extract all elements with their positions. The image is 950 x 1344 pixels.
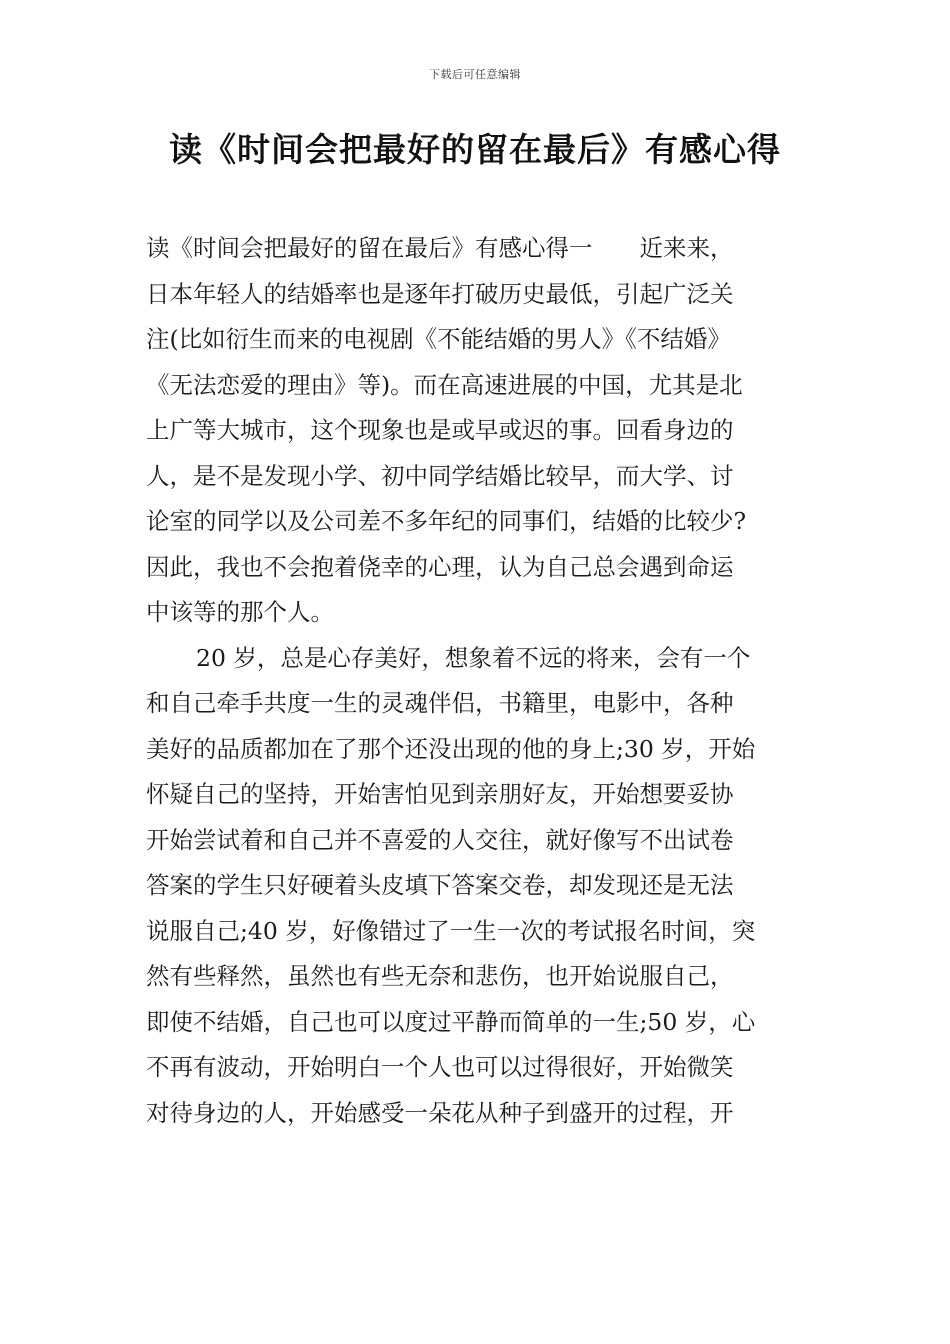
- text-line: 然有些释然，虽然也有些无奈和悲伤，也开始说服自己，: [146, 962, 734, 990]
- document-title: 读《时间会把最好的留在最后》有感心得: [169, 130, 781, 169]
- text-line: 读《时间会把最好的留在最后》有感心得一 近来来，: [146, 234, 734, 262]
- text-line: 论室的同学以及公司差不多年纪的同事们，结婚的比较少?: [146, 507, 747, 535]
- text-line: 注(比如衍生而来的电视剧《不能结婚的男人》《不结婚》: [146, 325, 731, 353]
- document-body: [146, 226, 806, 1136]
- header-note: 下载后可任意编辑: [429, 68, 521, 81]
- text-line-paragraph-start: 20 岁，总是心存美好，想象着不远的将来，会有一个: [196, 643, 751, 672]
- text-line: 对待身边的人，开始感受一朵花从种子到盛开的过程，开: [146, 1098, 734, 1127]
- text-line: 人，是不是发现小学、初中同学结婚比较早，而大学、讨: [146, 461, 734, 490]
- text-line: 《无法恋爱的理由》等)。而在高速进展的中国，尤其是北: [146, 370, 743, 399]
- text-line: 上广等大城市，这个现象也是或早或迟的事。回看身边的: [146, 416, 734, 444]
- text-line: 日本年轻人的结婚率也是逐年打破历史最低，引起广泛关: [146, 279, 734, 308]
- text-line: 开始尝试着和自己并不喜爱的人交往，就好像写不出试卷: [146, 825, 734, 854]
- text-line: 答案的学生只好硬着头皮填下答案交卷，却发现还是无法: [146, 871, 734, 899]
- text-line: 不再有波动，开始明白一个人也可以过得很好，开始微笑: [146, 1053, 734, 1081]
- text-line: 说服自己;40 岁，好像错过了一生一次的考试报名时间，突: [146, 916, 756, 945]
- text-line: 和自己牵手共度一生的灵魂伴侣，书籍里，电影中，各种: [146, 689, 734, 717]
- text-line: 中该等的那个人。: [146, 598, 334, 626]
- text-line: 美好的品质都加在了那个还没出现的他的身上;30 岁，开始: [146, 734, 756, 763]
- text-line: 即使不结婚，自己也可以度过平静而简单的一生;50 岁，心: [146, 1007, 756, 1036]
- text-line: 因此，我也不会抱着侥幸的心理，认为自己总会遇到命运: [146, 552, 734, 581]
- text-line: 怀疑自己的坚持，开始害怕见到亲朋好友，开始想要妥协: [146, 780, 734, 808]
